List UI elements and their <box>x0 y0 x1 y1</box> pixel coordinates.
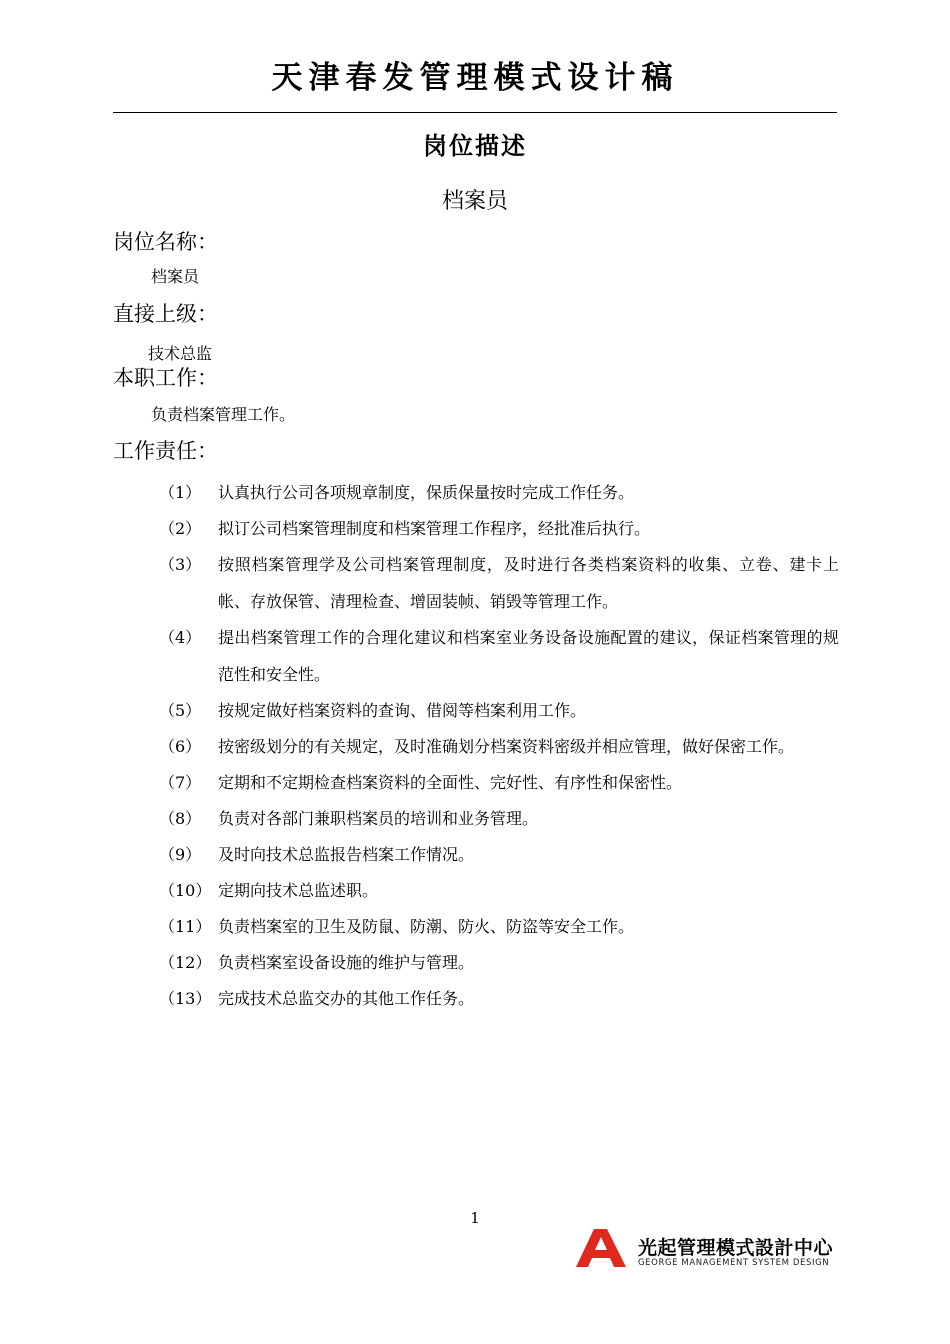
superior-text: 技术总监 <box>148 344 213 363</box>
duty-text: 及时向技术总监报告档案工作情况。 <box>218 845 475 864</box>
superior-heading: 直接上级： <box>113 302 218 326</box>
duty-number: （3） <box>159 555 202 574</box>
duty-text: 负责对各部门兼职档案员的培训和业务管理。 <box>218 809 539 828</box>
duty-text: 拟订公司档案管理制度和档案管理工作程序，经批准后执行。 <box>218 519 651 538</box>
duty-number: （9） <box>159 845 202 864</box>
logo-company-subtitle: GEORGE MANAGEMENT SYSTEM DESIGN <box>638 1258 830 1268</box>
list-item <box>159 692 839 729</box>
list-item <box>159 944 839 981</box>
duty-number: （11） <box>159 917 212 936</box>
duty-number: （7） <box>159 773 202 792</box>
list-item <box>159 546 839 620</box>
list-item <box>159 836 839 873</box>
duty-text: 定期和不定期检查档案资料的全面性、完好性、有序性和保密性。 <box>218 773 683 792</box>
list-item <box>159 474 839 511</box>
list-item <box>159 872 839 909</box>
duty-text: 定期向技术总监述职。 <box>218 881 379 900</box>
duty-number: （5） <box>159 701 202 720</box>
duty-text: 提出档案管理工作的合理化建议和档案室业务设备设施配置的建议，保证档案管理的规范性和安全性。 <box>218 628 839 684</box>
duty-number: （8） <box>159 809 202 828</box>
job-text: 负责档案管理工作。 <box>151 405 296 424</box>
duties-heading: 工作责任： <box>113 439 218 463</box>
red-a-logo-icon <box>574 1228 630 1268</box>
duties-list <box>159 474 839 1016</box>
duty-text: 按照档案管理学及公司档案管理制度，及时进行各类档案资料的收集、立卷、建卡上帐、存放保管、清理检查、增固装帧、销毁等管理工作。 <box>218 555 839 611</box>
document-header-title: 天津春发管理模式设计稿 <box>271 60 679 96</box>
duty-number: （13） <box>159 989 212 1008</box>
list-item <box>159 800 839 837</box>
duty-number: （4） <box>159 628 202 647</box>
duty-text: 负责档案室设备设施的维护与管理。 <box>218 953 475 972</box>
duty-text: 按密级划分的有关规定，及时准确划分档案资料密级并相应管理，做好保密工作。 <box>218 737 795 756</box>
duty-number: （1） <box>159 483 202 502</box>
list-item <box>159 908 839 945</box>
duty-text: 完成技术总监交办的其他工作任务。 <box>218 989 475 1008</box>
duty-text: 认真执行公司各项规章制度，保质保量按时完成工作任务。 <box>218 483 635 502</box>
position-name-heading: 岗位名称： <box>113 230 218 254</box>
page-title: 岗位描述 <box>423 132 527 160</box>
list-item <box>159 510 839 547</box>
company-logo <box>574 1228 836 1270</box>
duty-number: （10） <box>159 881 212 900</box>
duty-text: 按规定做好档案资料的查询、借阅等档案利用工作。 <box>218 701 587 720</box>
duty-number: （12） <box>159 953 212 972</box>
list-item <box>159 764 839 801</box>
duty-text: 负责档案室的卫生及防鼠、防潮、防火、防盗等安全工作。 <box>218 917 635 936</box>
job-heading: 本职工作： <box>113 366 218 390</box>
list-item <box>159 728 839 765</box>
duty-number: （2） <box>159 519 202 538</box>
header-divider <box>113 112 837 113</box>
logo-company-name: 光起管理模式設計中心 <box>638 1237 834 1259</box>
duty-number: （6） <box>159 737 202 756</box>
list-item <box>159 619 839 693</box>
list-item <box>159 980 839 1017</box>
page-number: 1 <box>470 1209 480 1227</box>
position-name-text: 档案员 <box>151 267 200 286</box>
position-subtitle: 档案员 <box>441 189 508 214</box>
